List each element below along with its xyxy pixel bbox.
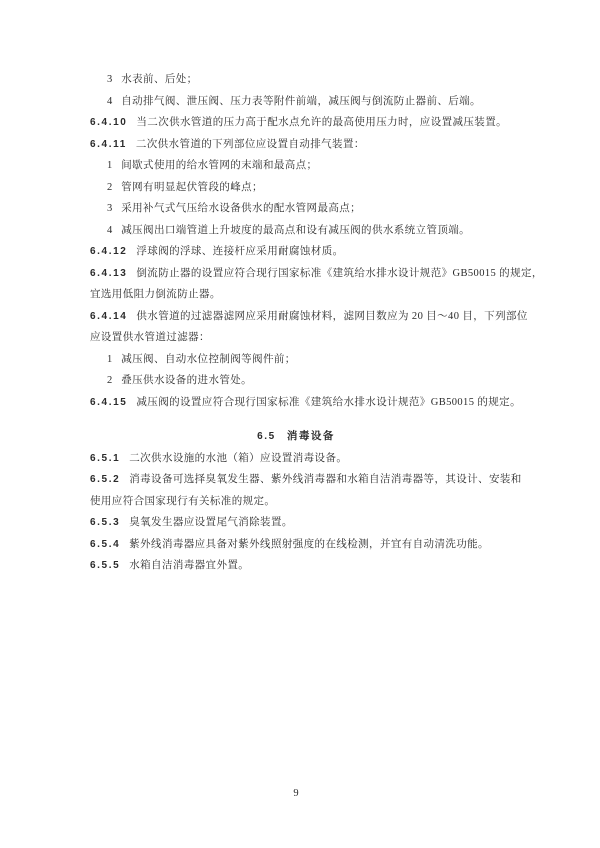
list-number: 1 xyxy=(107,160,113,171)
clause-text: 应设置供水管道过滤器： xyxy=(90,332,210,343)
list-item xyxy=(90,69,502,91)
clause-text: 使用应符合国家现行有关标准的规定。 xyxy=(90,495,276,507)
clause-text: 二次供水设施的水池（箱）应设置消毒设备。 xyxy=(129,452,348,464)
clause-number: 6.5.5 xyxy=(90,560,121,571)
clause-number: 6.4.12 xyxy=(90,246,128,257)
page-footer xyxy=(90,783,502,805)
list-number: 4 xyxy=(107,224,113,236)
clause-number: 6.5.1 xyxy=(90,452,121,464)
clause-6-5-2 xyxy=(90,469,522,491)
clause-6-4-15 xyxy=(90,392,521,414)
list-text: 水表前、后处； xyxy=(121,74,198,85)
list-item xyxy=(90,198,502,220)
list-text: 采用补气式气压给水设备供水的配水管网最高点； xyxy=(121,203,362,214)
clause-text: 二次供水管道的下列部位应设置自动排气装置： xyxy=(135,138,365,150)
clause-text: 倒流防止器的设置应符合现行国家标准《建筑给水排水设计规范》GB50015 的规定， xyxy=(136,267,543,279)
section-heading-6-5 xyxy=(90,426,502,448)
clause-6-5-2-continuation xyxy=(90,491,502,513)
clause-6-5-1 xyxy=(90,448,502,470)
clause-number: 6.4.15 xyxy=(90,396,128,408)
list-number: 1 xyxy=(107,353,113,365)
list-text: 管网有明显起伏管段的峰点； xyxy=(121,181,263,193)
clause-text: 供水管道的过滤器滤网应采用耐腐蚀材料，滤网目数应为 20 目～40 目，下列部位 xyxy=(136,310,528,322)
clause-text: 浮球阀的浮球、连接杆应采用耐腐蚀材质。 xyxy=(136,246,344,257)
clause-6-4-10 xyxy=(90,112,508,134)
clause-number: 6.5.4 xyxy=(90,538,121,550)
list-item xyxy=(90,220,502,242)
page-content xyxy=(90,69,543,577)
clause-number: 6.5.3 xyxy=(90,517,121,528)
list-number: 3 xyxy=(107,74,113,85)
list-number: 2 xyxy=(107,181,113,193)
clause-6-4-12 xyxy=(90,241,502,263)
list-text: 叠压供水设备的进水管处。 xyxy=(121,375,253,386)
clause-6-4-13 xyxy=(90,263,543,285)
list-number: 3 xyxy=(107,203,113,214)
clause-6-4-14 xyxy=(90,306,528,328)
clause-6-5-4 xyxy=(90,534,502,556)
clause-6-5-5 xyxy=(90,555,502,577)
clause-number: 6.4.10 xyxy=(90,117,128,128)
list-item xyxy=(90,370,502,392)
clause-number: 6.4.13 xyxy=(90,267,128,279)
clause-number: 6.4.11 xyxy=(90,138,127,150)
clause-number: 6.4.14 xyxy=(90,310,128,322)
list-item xyxy=(90,349,502,371)
clause-text: 减压阀的设置应符合现行国家标准《建筑给水排水设计规范》GB50015 的规定。 xyxy=(136,396,521,408)
page-number: 9 xyxy=(293,788,299,799)
clause-text: 紫外线消毒器应具备对紫外线照射强度的在线检测，并宜有自动清洗功能。 xyxy=(129,538,489,550)
clause-6-4-11 xyxy=(90,134,502,156)
clause-text: 臭氧发生器应设置尾气消除装置。 xyxy=(129,517,293,528)
section-title: 消毒设备 xyxy=(286,431,335,442)
clause-text: 消毒设备可选择臭氧发生器、紫外线消毒器和水箱自洁消毒器等，其设计、安装和 xyxy=(129,474,522,485)
list-number: 2 xyxy=(107,375,113,386)
clause-number: 6.5.2 xyxy=(90,474,121,485)
clause-6-4-13-continuation xyxy=(90,284,502,306)
list-item xyxy=(90,91,502,113)
clause-text: 宜选用低阻力倒流防止器。 xyxy=(90,289,221,300)
clause-6-4-14-continuation xyxy=(90,327,502,349)
section-number: 6.5 xyxy=(257,431,276,442)
list-item xyxy=(90,177,502,199)
list-text: 减压阀出口端管道上升坡度的最高点和设有减压阀的供水系统立管顶端。 xyxy=(121,224,471,236)
clause-text: 水箱自洁消毒器宜外置。 xyxy=(129,560,250,571)
clause-text: 当二次供水管道的压力高于配水点允许的最高使用压力时，应设置减压装置。 xyxy=(136,117,508,128)
clause-6-5-3 xyxy=(90,512,502,534)
list-number: 4 xyxy=(107,95,113,107)
list-text: 自动排气阀、泄压阀、压力表等附件前端，减压阀与倒流防止器前、后端。 xyxy=(121,95,481,107)
list-text: 减压阀、自动水位控制阀等阀件前； xyxy=(121,353,296,365)
list-text: 间歇式使用的给水管网的末端和最高点； xyxy=(121,160,318,171)
list-item xyxy=(90,155,502,177)
